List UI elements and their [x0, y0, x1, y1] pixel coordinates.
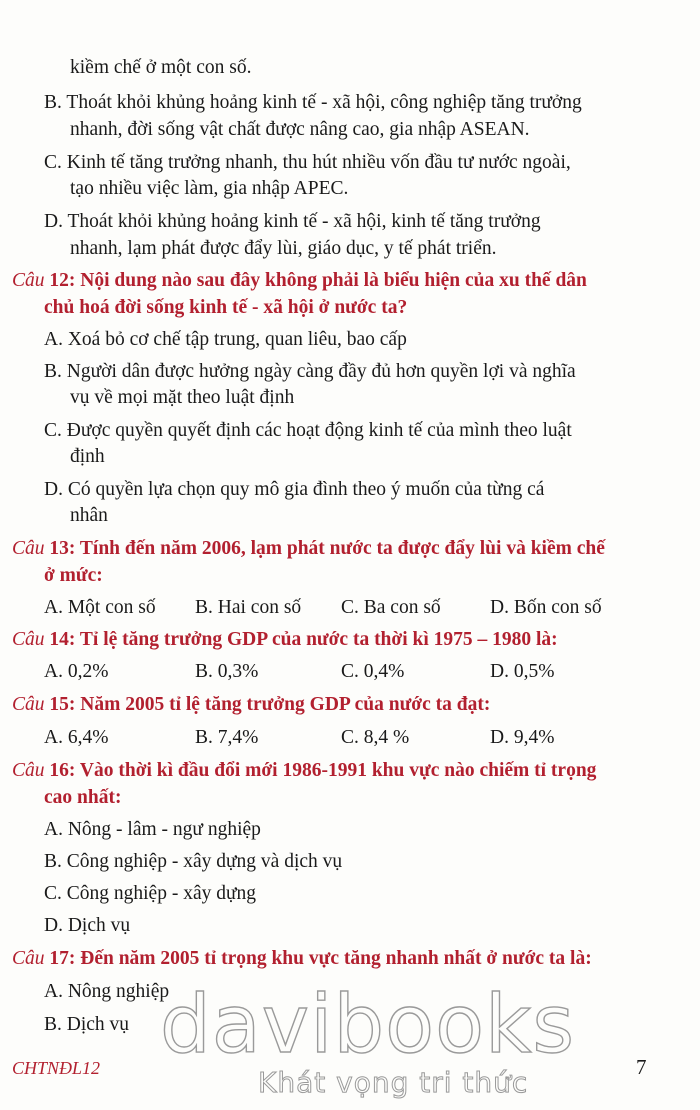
question-16-option-d: D. Dịch vụ — [44, 915, 131, 936]
watermark-slogan: Khát vọng tri thức — [258, 1066, 529, 1099]
question-13-heading-continued: ở mức: — [44, 565, 103, 586]
question-17-heading: Câu 17: Đến năm 2005 tỉ trọng khu vực tăng nhanh nhất ở nước ta là: — [12, 948, 592, 969]
question-12-option-a: A. Xoá bỏ cơ chế tập trung, quan liêu, bao cấp — [44, 329, 407, 350]
option-c-line: C. Kinh tế tăng trưởng nhanh, thu hút nhiều vốn đầu tư nước ngoài, — [44, 152, 571, 173]
question-17-option-a: A. Nông nghiệp — [44, 981, 170, 1002]
question-13-option-d: D. Bốn con số — [490, 597, 602, 618]
question-16-option-c: C. Công nghiệp - xây dựng — [44, 883, 257, 904]
question-12-option-b: B. Người dân được hưởng ngày càng đầy đủ hơn quyền lợi và nghĩa — [44, 361, 576, 382]
question-12-option-b-continued: vụ về mọi mặt theo luật định — [70, 387, 295, 408]
footer-book-code: CHTNĐL12 — [12, 1058, 101, 1078]
question-15-option-c: C. 8,4 % — [341, 727, 410, 748]
question-12-option-c: C. Được quyền quyết định các hoạt động kinh tế của mình theo luật — [44, 420, 572, 441]
question-13-number: Câu 13 — [12, 538, 69, 559]
question-15-heading: Câu 15: Năm 2005 tỉ lệ tăng trưởng GDP của nước ta đạt: — [12, 694, 491, 715]
question-15-number: Câu 15 — [12, 694, 69, 715]
question-13-option-a: A. Một con số — [44, 597, 156, 618]
question-15-option-b: B. 7,4% — [195, 727, 259, 748]
option-b-line: B. Thoát khỏi khủng hoảng kinh tế - xã hội, công nghiệp tăng trưởng — [44, 92, 582, 113]
continued-option-line: kiềm chế ở một con số. — [70, 57, 252, 78]
watermark-logo: davibooks — [160, 978, 576, 1071]
option-c-continued: tạo nhiều việc làm, gia nhập APEC. — [70, 178, 349, 199]
question-16-option-b: B. Công nghiệp - xây dựng và dịch vụ — [44, 851, 343, 872]
question-12-option-d-continued: nhân — [70, 505, 108, 526]
page-number: 7 — [636, 1055, 647, 1079]
question-14-option-c: C. 0,4% — [341, 661, 405, 682]
question-13-option-c: C. Ba con số — [341, 597, 441, 618]
question-12-number: Câu 12 — [12, 270, 69, 291]
question-12-option-c-continued: định — [70, 446, 105, 467]
question-12-heading: Câu 12: Nội dung nào sau đây không phải là biểu hiện của xu thế dân — [12, 270, 587, 291]
question-13-heading: Câu 13: Tính đến năm 2006, lạm phát nước ta được đẩy lùi và kiềm chế — [12, 538, 605, 559]
question-16-number: Câu 16 — [12, 760, 69, 781]
question-16-heading-continued: cao nhất: — [44, 787, 122, 808]
question-15-option-a: A. 6,4% — [44, 727, 109, 748]
question-14-option-d: D. 0,5% — [490, 661, 555, 682]
question-13-option-b: B. Hai con số — [195, 597, 302, 618]
option-b-continued: nhanh, đời sống vật chất được nâng cao, gia nhập ASEAN. — [70, 119, 530, 140]
question-17-number: Câu 17 — [12, 948, 69, 969]
question-14-option-a: A. 0,2% — [44, 661, 109, 682]
question-14-option-b: B. 0,3% — [195, 661, 259, 682]
question-14-heading: Câu 14: Tỉ lệ tăng trưởng GDP của nước ta thời kì 1975 – 1980 là: — [12, 629, 558, 650]
question-17-option-b: B. Dịch vụ — [44, 1014, 130, 1035]
question-14-number: Câu 14 — [12, 629, 69, 650]
question-16-option-a: A. Nông - lâm - ngư nghiệp — [44, 819, 261, 840]
option-d-line: D. Thoát khỏi khủng hoảng kinh tế - xã hội, kinh tế tăng trưởng — [44, 211, 541, 232]
question-15-option-d: D. 9,4% — [490, 727, 555, 748]
option-d-continued: nhanh, lạm phát được đẩy lùi, giáo dục, y tế phát triển. — [70, 238, 497, 259]
question-16-heading: Câu 16: Vào thời kì đầu đổi mới 1986-1991 khu vực nào chiếm tỉ trọng — [12, 760, 597, 781]
question-12-option-d: D. Có quyền lựa chọn quy mô gia đình theo ý muốn của từng cá — [44, 479, 545, 500]
question-12-heading-continued: chủ hoá đời sống kinh tế - xã hội ở nước ta? — [44, 297, 408, 318]
